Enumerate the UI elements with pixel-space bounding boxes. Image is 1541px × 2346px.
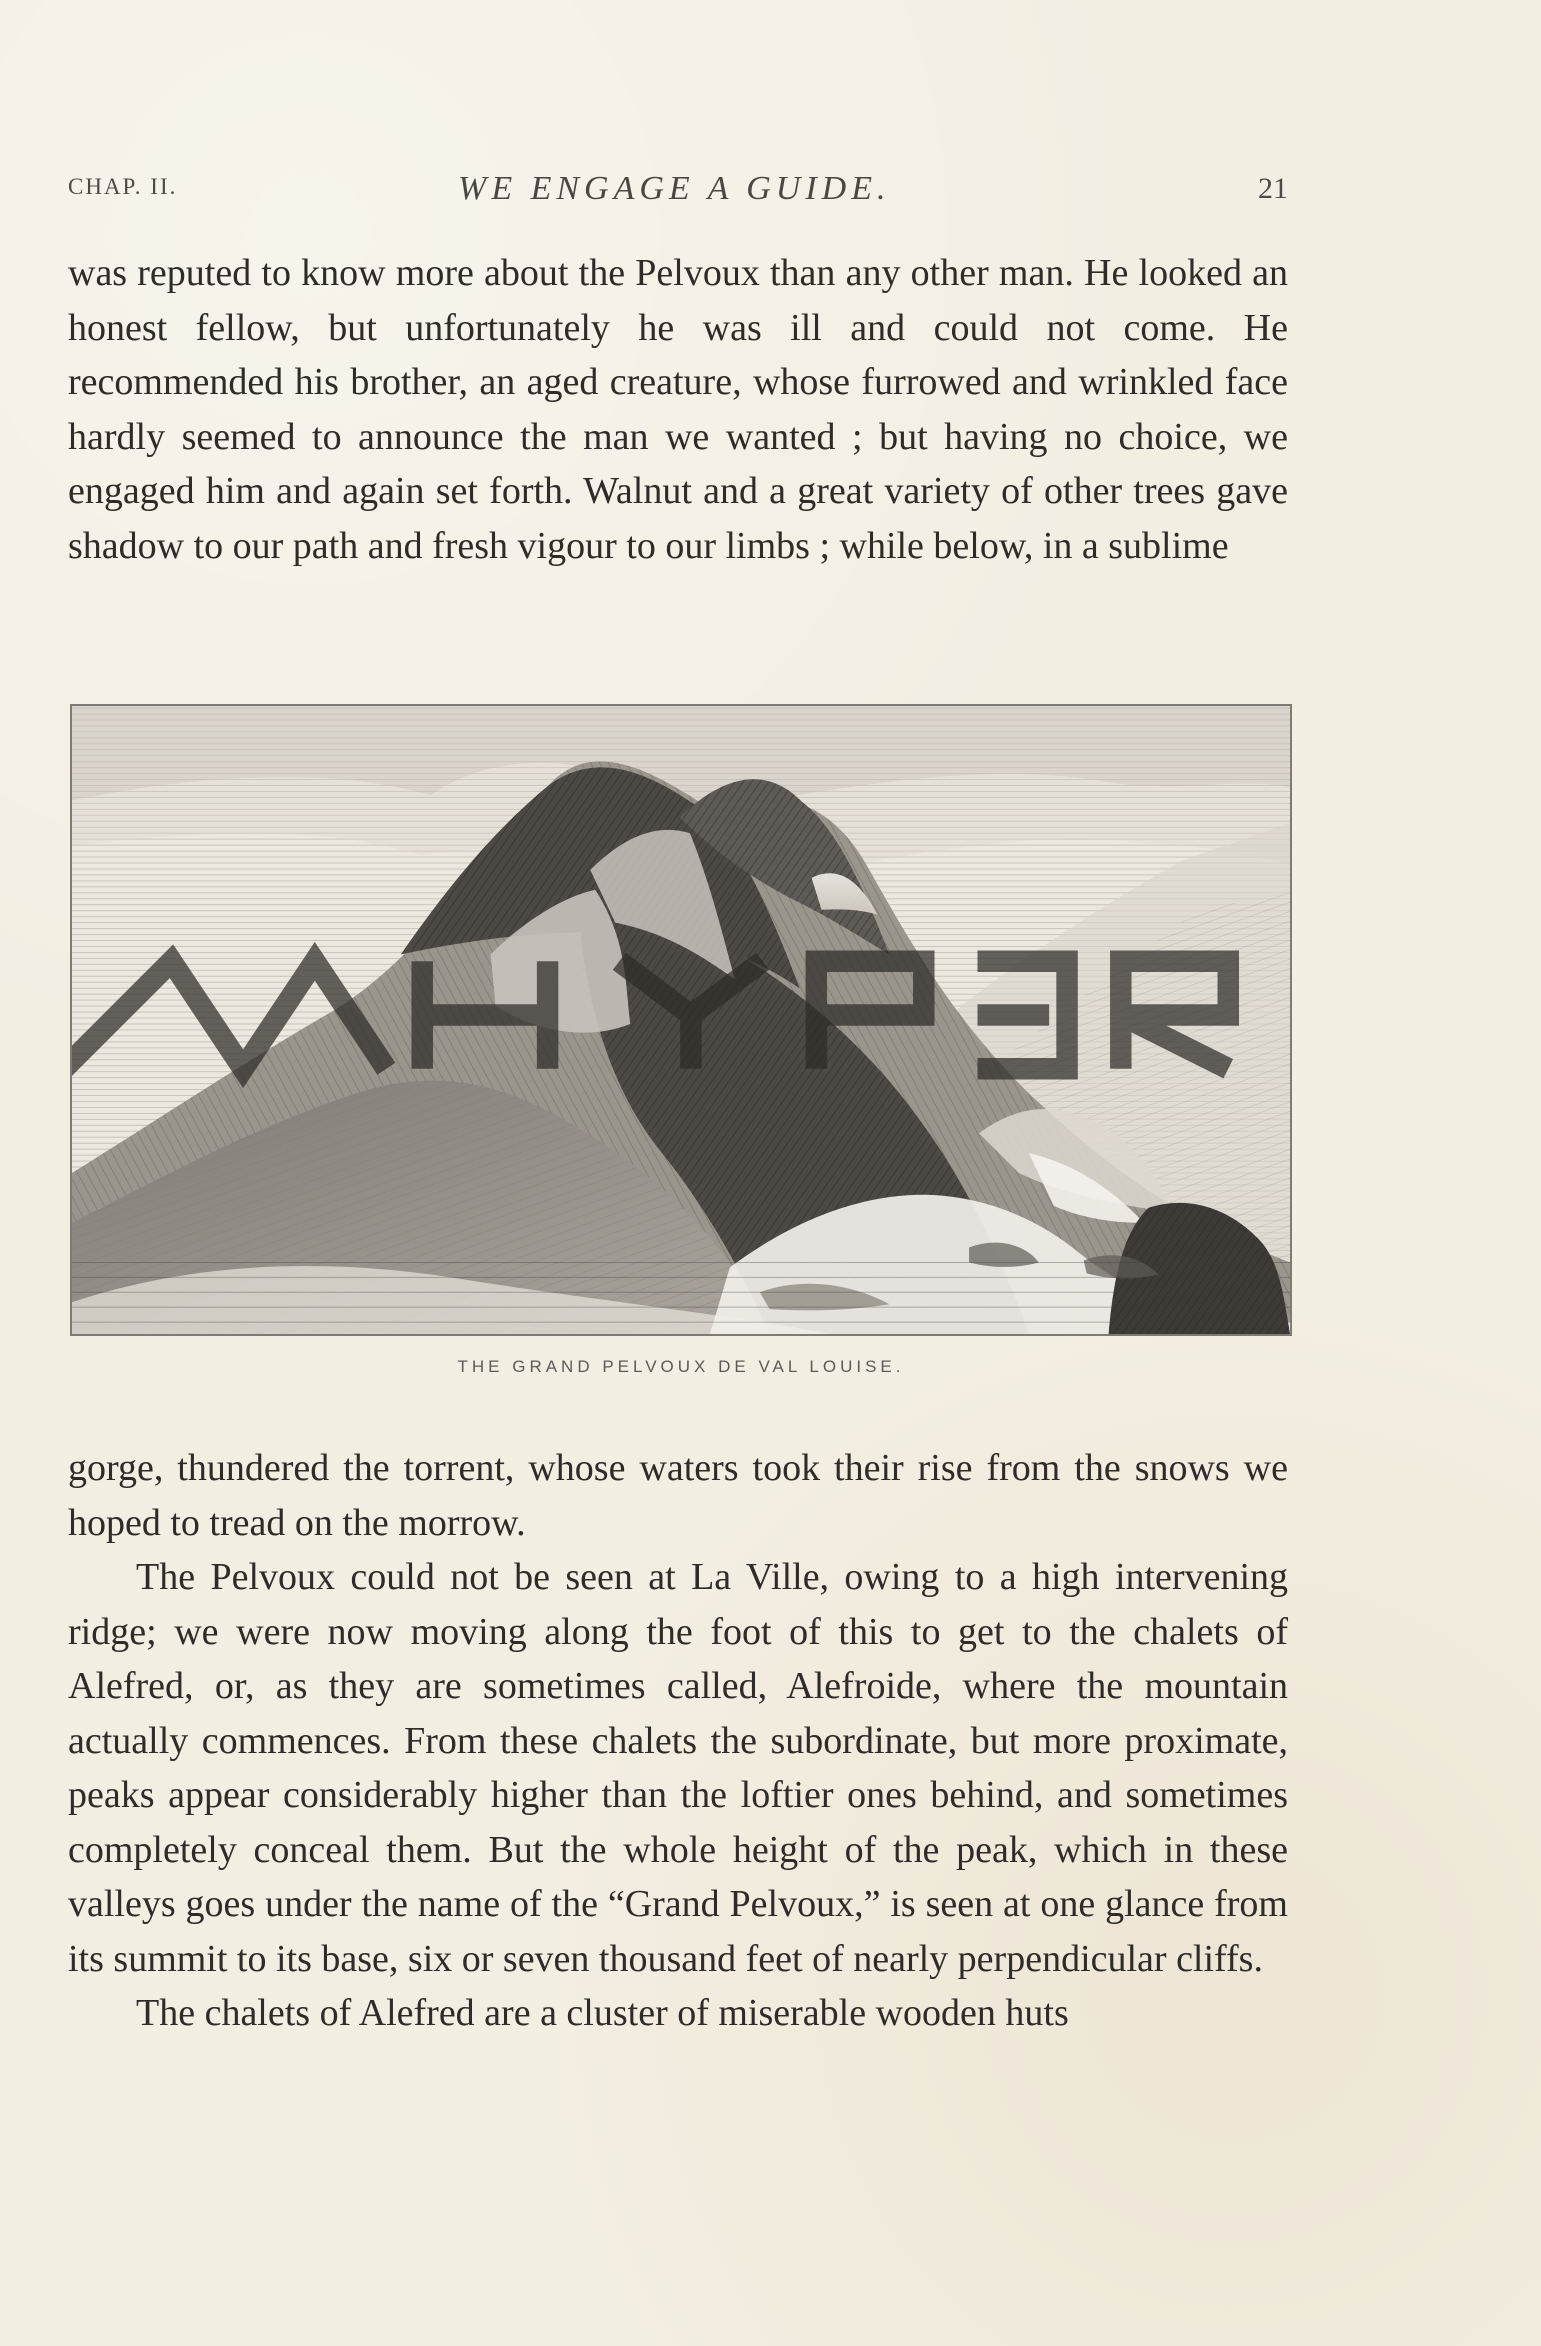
chapter-label: CHAP. II.: [68, 174, 178, 199]
illustration-caption: THE GRAND PELVOUX DE VAL LOUISE.: [457, 1357, 905, 1376]
running-title: WE ENGAGE A GUIDE.: [458, 170, 891, 207]
paragraph-3: The Pelvoux could not be seen at La Ville, owing to a high intervening ridge; we were now moving along the foot of this to get to the chalets of Alefred, or, as they are sometimes called, Alefroide, where the mountain actually commences. From these chalets the subordinate, but more proximate, peaks appear considerably higher than the loftier ones behind, and sometimes completely conceal them. But the whole height of the peak, which in these valleys goes under the name of the “Grand Pelvoux,” is seen at one glance from its summit to its base, six or seven thousand feet of nearly perpendicular cliffs.: [68, 1556, 1288, 1980]
running-head: [68, 170, 1288, 216]
paragraph-4: The chalets of Alefred are a cluster of miserable wooden huts: [136, 1992, 1069, 2034]
paragraph-2: gorge, thundered the torrent, whose waters took their rise from the snows we hoped to tread on the morrow.: [68, 1447, 1288, 1544]
page-number: 21: [1258, 172, 1288, 205]
mountain-engraving: [70, 704, 1292, 1336]
body-text-top: [68, 246, 1288, 573]
body-text-bottom: [68, 1441, 1288, 2041]
engraver-signature: [70, 704, 1282, 1329]
paragraph-1: was reputed to know more about the Pelvoux than any other man. He looked an honest fellow, but unfortunately he was ill and could not come. He recommended his brother, an aged creature, whose furrowed and wrinkled face hardly seemed to announce the man we wanted ; but having no choice, we engaged him and again set forth. Walnut and a great variety of other trees gave shadow to our path and fresh vigour to our limbs ; while below, in a sublime: [68, 252, 1288, 567]
